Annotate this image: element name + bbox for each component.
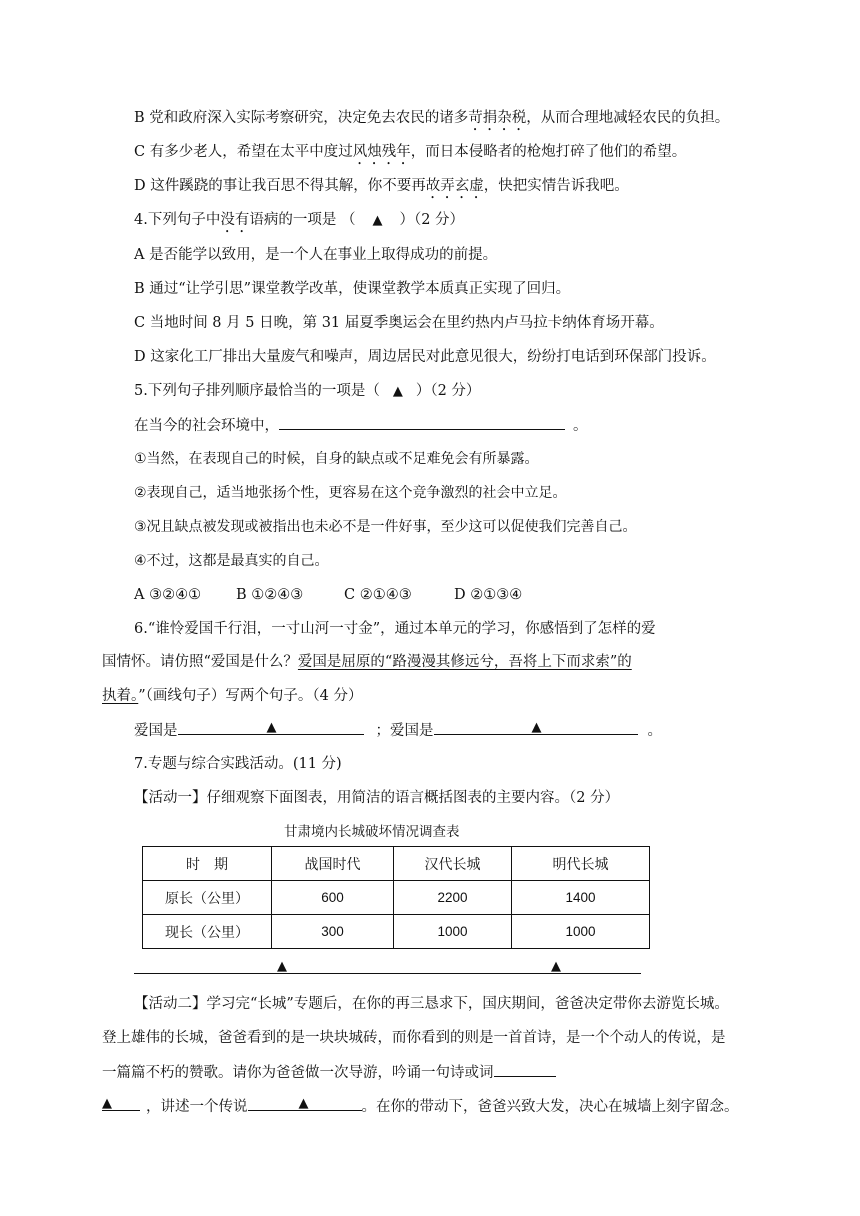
q6-stem-line-3 — [102, 686, 363, 706]
q5-context-text: 在当今的社会环境中， — [134, 418, 279, 434]
q4-option-b: B 通过“让学引思”课堂教学改革，使课堂教学本质真正实现了回归。 — [134, 281, 571, 297]
table-header-ming-wall: 明代长城 — [512, 847, 650, 881]
q4-stem-text-mid: 语病的一项是 （ — [249, 212, 356, 228]
q7-legend-blank[interactable] — [248, 1096, 362, 1111]
q7-activity-2-text-mid: ，讲述一个传说 — [146, 1099, 248, 1115]
q3-option-c-idiom: 风烛残年 — [352, 144, 411, 160]
q4-option-d: D 这家化工厂排出大量废气和噪声，周边居民对此意见很大，纷纷打电话到环保部门投诉。 — [134, 349, 716, 365]
table-row-label-original: 原长（公里） — [143, 881, 272, 915]
q3-option-b-idiom: 苛捐杂税 — [468, 110, 527, 126]
q5-sentence-3: ③况且缺点被发现或被指出也未必不是一件好事，至少这可以促使我们完善自己。 — [134, 519, 637, 535]
q3-option-d — [134, 176, 629, 202]
table-cell: 300 — [272, 915, 394, 949]
q6-stem-line-2 — [102, 652, 632, 672]
q3-option-d-text: D 这件蹊跷的事让我百思不得其解，你不要再 — [134, 178, 426, 194]
q3-option-c — [134, 142, 686, 168]
q5-sentence-4: ④不过，这都是最真实的自己。 — [134, 553, 329, 569]
q6-stem-text: 国情怀。请仿照“爱国是什么？ — [102, 654, 298, 670]
q3-option-d-idiom: 故弄玄虚 — [425, 178, 484, 194]
q7-activity-2-line-1: 【活动二】学习完“长城”专题后，在你的再三恳求下，国庆期间，爸爸决定带你去游览长城。 — [134, 996, 729, 1012]
table-header-han-wall: 汉代长城 — [394, 847, 512, 881]
q7-answer-mark-4: ▲ — [298, 1096, 309, 1111]
q6-answer-line — [134, 720, 662, 741]
q4-stem-score: ）（2 分） — [399, 212, 465, 228]
q7-answer-mark-1: ▲ — [277, 959, 287, 974]
q6-answer-mark-2: ▲ — [531, 720, 542, 735]
q6-answer-blank-1[interactable] — [178, 720, 364, 735]
q6-stem-line-1: 6.“谁怜爱国千行泪，一寸山河一寸金”，通过本单元的学习，你感悟到了怎样的爱 — [134, 621, 656, 637]
q4-answer-mark: ▲ — [372, 213, 383, 228]
q7-poem-blank[interactable] — [494, 1062, 556, 1077]
q7-activity-2-text: 一篇篇不朽的赞歌。请你为爸爸做一次导游，吟诵一句诗或词 — [102, 1065, 494, 1081]
q5-stem — [134, 381, 480, 402]
q5-sentence-1: ①当然，在表现自己的时候，自身的缺点或不足难免会有所暴露。 — [134, 451, 539, 467]
table-row — [143, 915, 650, 949]
q5-answer-blank[interactable] — [279, 415, 565, 430]
table-cell: 1000 — [512, 915, 650, 949]
table-header-warring-states: 战国时代 — [272, 847, 394, 881]
q5-answer-mark: ▲ — [392, 384, 403, 399]
q4-stem-emphasis: 没有 — [220, 212, 250, 228]
q5-options — [134, 585, 522, 605]
table-cell: 1000 — [394, 915, 512, 949]
q6-stem-score: ”（画线句子）写两个句子。（4 分） — [138, 688, 363, 704]
table-row-label-current: 现长（公里） — [143, 915, 272, 949]
q5-stem-score: ）（2 分） — [415, 383, 481, 399]
table-cell: 600 — [272, 881, 394, 915]
q7-poem-blank-cont[interactable] — [102, 1096, 140, 1111]
q3-option-b-text-end: ，从而合理地减轻农民的负担。 — [526, 110, 730, 126]
q7-activity-2-line-2: 登上雄伟的长城，爸爸看到的是一块块城砖，而你看到的则是一首首诗，是一个个动人的传说，是 — [102, 1030, 726, 1046]
table-header-period: 时 期 — [143, 847, 272, 881]
q5-option-c: C ②①④③ — [344, 587, 412, 603]
q5-option-d: D ②①③④ — [454, 587, 523, 603]
q6-example-sentence-end: 执着。 — [102, 688, 139, 704]
q4-option-a: A 是否能学以致用，是一个人在事业上取得成功的前提。 — [134, 247, 498, 263]
q3-option-b — [134, 108, 729, 134]
q7-activity-1-answer-line[interactable] — [134, 973, 641, 974]
q7-table-title: 甘肃境内长城破坏情况调查表 — [284, 824, 460, 840]
q3-option-c-text: C 有多少老人，希望在太平中度过 — [134, 144, 353, 160]
q6-answer-label-1: 爱国是 — [134, 723, 178, 739]
q7-answer-mark-2: ▲ — [551, 959, 561, 974]
q7-stem: 7.专题与综合实践活动。(11 分) — [134, 756, 342, 772]
q6-answer-mark-1: ▲ — [266, 720, 277, 735]
q7-activity-1: 【活动一】仔细观察下面图表，用简洁的语言概括图表的主要内容。（2 分） — [134, 790, 620, 806]
q5-context-end: 。 — [573, 418, 588, 434]
q4-stem-text: 4.下列句子中 — [134, 212, 221, 228]
q5-stem-text: 5.下列句子排列顺序最恰当的一项是（ — [134, 383, 380, 399]
q4-stem — [134, 210, 464, 236]
q3-option-c-text-end: ，而日本侵略者的枪炮打碎了他们的希望。 — [410, 144, 687, 160]
q6-answer-label-2: ；爱国是 — [375, 723, 434, 739]
q6-answer-blank-2[interactable] — [434, 720, 638, 735]
q5-sentence-2: ②表现自己，适当地张扬个性，更容易在这个竞争激烈的社会中立足。 — [134, 485, 567, 501]
q7-activity-2-text-end: 。在你的带动下，爸爸兴致大发，决心在城墙上刻字留念。 — [361, 1099, 739, 1115]
q3-option-b-text: B 党和政府深入实际考察研究，决定免去农民的诸多 — [134, 110, 469, 126]
table-cell: 1400 — [512, 881, 650, 915]
q7-activity-2-line-4 — [102, 1096, 739, 1117]
table-row — [143, 881, 650, 915]
q5-context — [134, 415, 588, 436]
q6-example-sentence: 爱国是屈原的“路漫漫其修远兮，吾将上下而求索”的 — [297, 654, 632, 670]
q5-option-a: A ③②④① — [134, 587, 202, 603]
q3-option-d-text-end: ，快把实情告诉我吧。 — [483, 178, 629, 194]
q7-answer-mark-3: ▲ — [102, 1096, 112, 1111]
table-header-row — [143, 847, 650, 881]
q4-option-c: C 当地时间 8 月 5 日晚，第 31 届夏季奥运会在里约热内卢马拉卡纳体育场开幕。 — [134, 315, 664, 331]
q5-option-b: B ①②④③ — [236, 587, 304, 603]
great-wall-survey-table — [142, 846, 650, 949]
q7-activity-2-line-3 — [102, 1062, 556, 1083]
table-cell: 2200 — [394, 881, 512, 915]
q6-answer-end: 。 — [647, 723, 662, 739]
